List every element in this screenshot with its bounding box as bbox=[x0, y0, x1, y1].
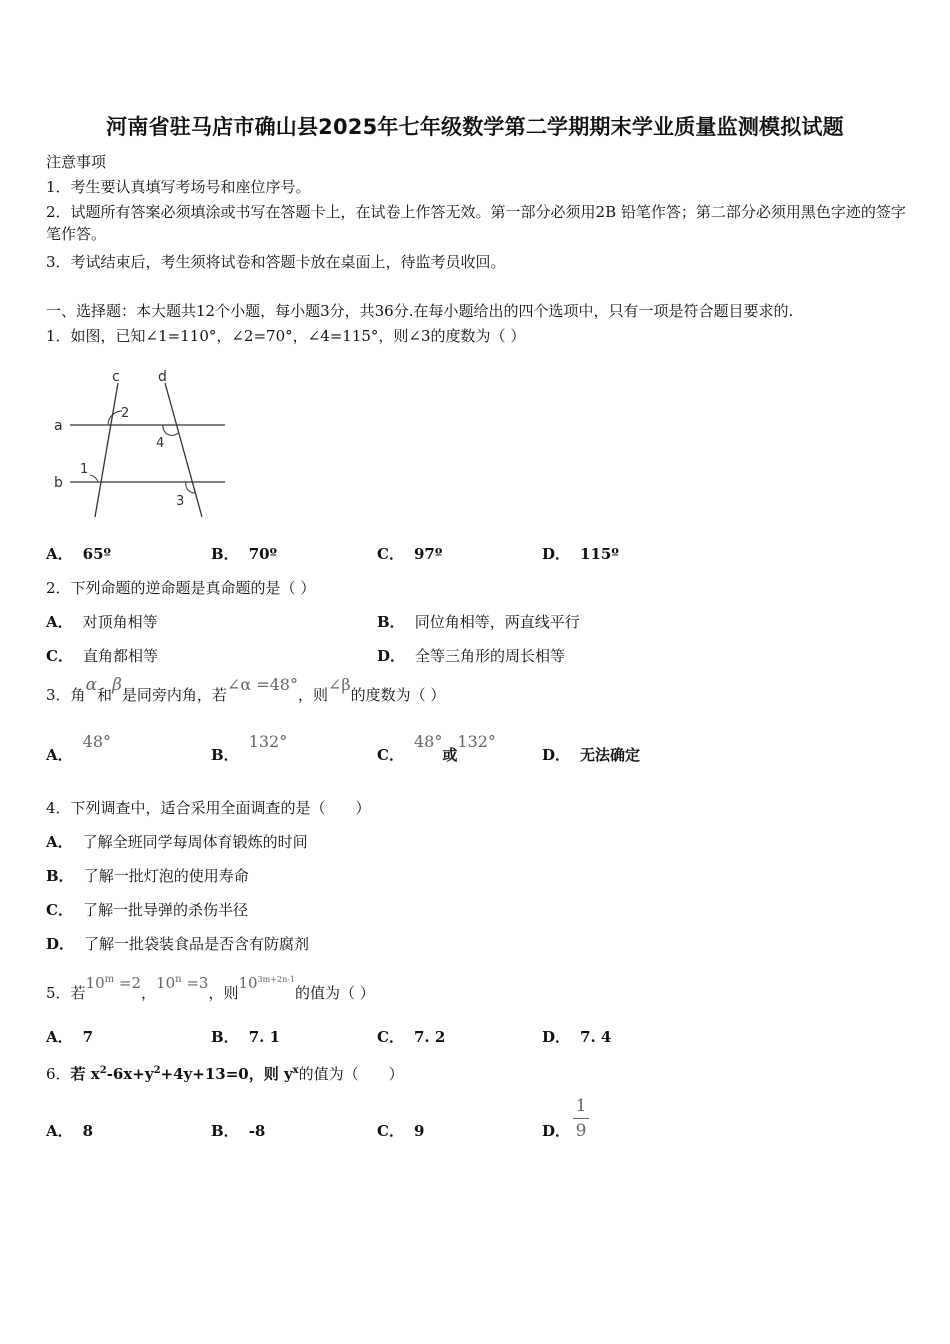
question-3: 3．角α和β是同旁内角，若∠α =48°，则∠β的度数为（ ） bbox=[46, 675, 446, 704]
figure-label-1: 1 bbox=[80, 462, 89, 477]
question-number: 1． bbox=[46, 327, 71, 345]
q6-option-d[interactable]: D． bbox=[542, 1122, 571, 1140]
q2-option-b[interactable]: B． 同位角相等，两直线平行 bbox=[377, 613, 580, 631]
notice-heading: 注意事项 bbox=[46, 153, 107, 171]
figure-label-b: b bbox=[54, 475, 63, 491]
q2-option-c[interactable]: C． 直角都相等 bbox=[46, 647, 158, 665]
q6-option-c[interactable]: C． 9 bbox=[377, 1122, 425, 1140]
figure-label-c: c bbox=[112, 369, 120, 385]
alpha-symbol: α bbox=[85, 675, 98, 695]
q3-option-c[interactable]: C．48°或132° bbox=[377, 732, 496, 764]
section-heading: 一、选择题：本大题共12个小题，每小题3分，共36分.在每小题给出的四个选项中，只有一项是符合题目要求的. bbox=[46, 302, 794, 320]
figure-label-d: d bbox=[158, 369, 167, 385]
parallel-lines-figure bbox=[50, 365, 240, 525]
line-c bbox=[95, 383, 118, 517]
fraction-one-ninth: 1 9 bbox=[573, 1096, 589, 1141]
q4-option-d[interactable]: D． 了解一批袋装食品是否含有防腐剂 bbox=[46, 935, 310, 953]
figure-label-a: a bbox=[54, 418, 63, 434]
q6-option-a[interactable]: A． 8 bbox=[46, 1122, 94, 1140]
q4-option-a[interactable]: A． 了解全班同学每周体育锻炼的时间 bbox=[46, 833, 308, 851]
q4-option-b[interactable]: B． 了解一批灯泡的使用寿命 bbox=[46, 867, 249, 885]
beta-symbol: β bbox=[112, 675, 122, 695]
q2-option-d[interactable]: D． 全等三角形的周长相等 bbox=[377, 647, 566, 665]
notice-item-1: 1．考生要认真填写考场号和座位序号。 bbox=[46, 178, 311, 196]
q1-option-a[interactable]: A． 65º bbox=[46, 545, 112, 563]
angle-2-arc bbox=[108, 411, 122, 425]
q5-option-c[interactable]: C． 7. 2 bbox=[377, 1028, 446, 1046]
page-title: 河南省驻马店市确山县2025年七年级数学第二学期期末学业质量监测模拟试题 bbox=[106, 115, 844, 139]
q3-option-a[interactable]: A．48° bbox=[46, 732, 111, 764]
angle-beta: ∠β bbox=[327, 675, 351, 694]
q5-option-d[interactable]: D． 7. 4 bbox=[542, 1028, 612, 1046]
question-4: 4．下列调查中，适合采用全面调查的是（ ） bbox=[46, 799, 371, 817]
q5-option-b[interactable]: B． 7. 1 bbox=[211, 1028, 281, 1046]
q2-option-a[interactable]: A． 对顶角相等 bbox=[46, 613, 158, 631]
question-text: 如图，已知∠1=110°，∠2=70°，∠4=115°，则∠3的度数为（ ） bbox=[70, 327, 526, 345]
q4-option-c[interactable]: C． 了解一批导弹的杀伤半径 bbox=[46, 901, 248, 919]
figure-label-2: 2 bbox=[121, 406, 130, 421]
notice-item-2: 2．试题所有答案必须填涂或书写在答题卡上，在试卷上作答无效。第一部分必须用2B 铅笔作答；第二部分必须用黑色字迹的签字笔作答。 bbox=[46, 203, 906, 243]
figure-label-4: 4 bbox=[156, 436, 165, 451]
question-6: 6．若 $x^2-6x+y^2+4y+13=0$，则 $y^x$的值为（ ） bbox=[46, 1065, 404, 1083]
expr-10n: $10^n =3$ bbox=[156, 974, 209, 992]
question-5: 5．若$10^m =2$，$10^n =3$，则$10^{3m+2n-1}$的值为（ ） bbox=[46, 974, 375, 1002]
expr-10-3m2n1: $10^{3m+2n-1}$ bbox=[238, 974, 296, 992]
angle-4-arc bbox=[163, 425, 178, 435]
q5-option-a[interactable]: A． 7 bbox=[46, 1028, 94, 1046]
q6-option-b[interactable]: B． -8 bbox=[211, 1122, 266, 1140]
angle-condition: ∠α =48° bbox=[226, 675, 298, 694]
q1-option-d[interactable]: D． 115º bbox=[542, 545, 619, 563]
q3-option-b[interactable]: B．132° bbox=[211, 732, 288, 764]
figure-label-3: 3 bbox=[176, 494, 185, 509]
notice-item-3: 3．考试结束后，考生须将试卷和答题卡放在桌面上，待监考员收回。 bbox=[46, 253, 506, 271]
angle-1-arc bbox=[90, 475, 98, 482]
question-2: 2．下列命题的逆命题是真命题的是（ ） bbox=[46, 579, 316, 597]
q3-option-d[interactable]: D． 无法确定 bbox=[542, 746, 641, 764]
expr-10m: $10^m =2$ bbox=[85, 974, 142, 992]
q1-option-b[interactable]: B． 70º bbox=[211, 545, 278, 563]
question-1 bbox=[46, 325, 525, 347]
q1-option-c[interactable]: C． 97º bbox=[377, 545, 443, 563]
